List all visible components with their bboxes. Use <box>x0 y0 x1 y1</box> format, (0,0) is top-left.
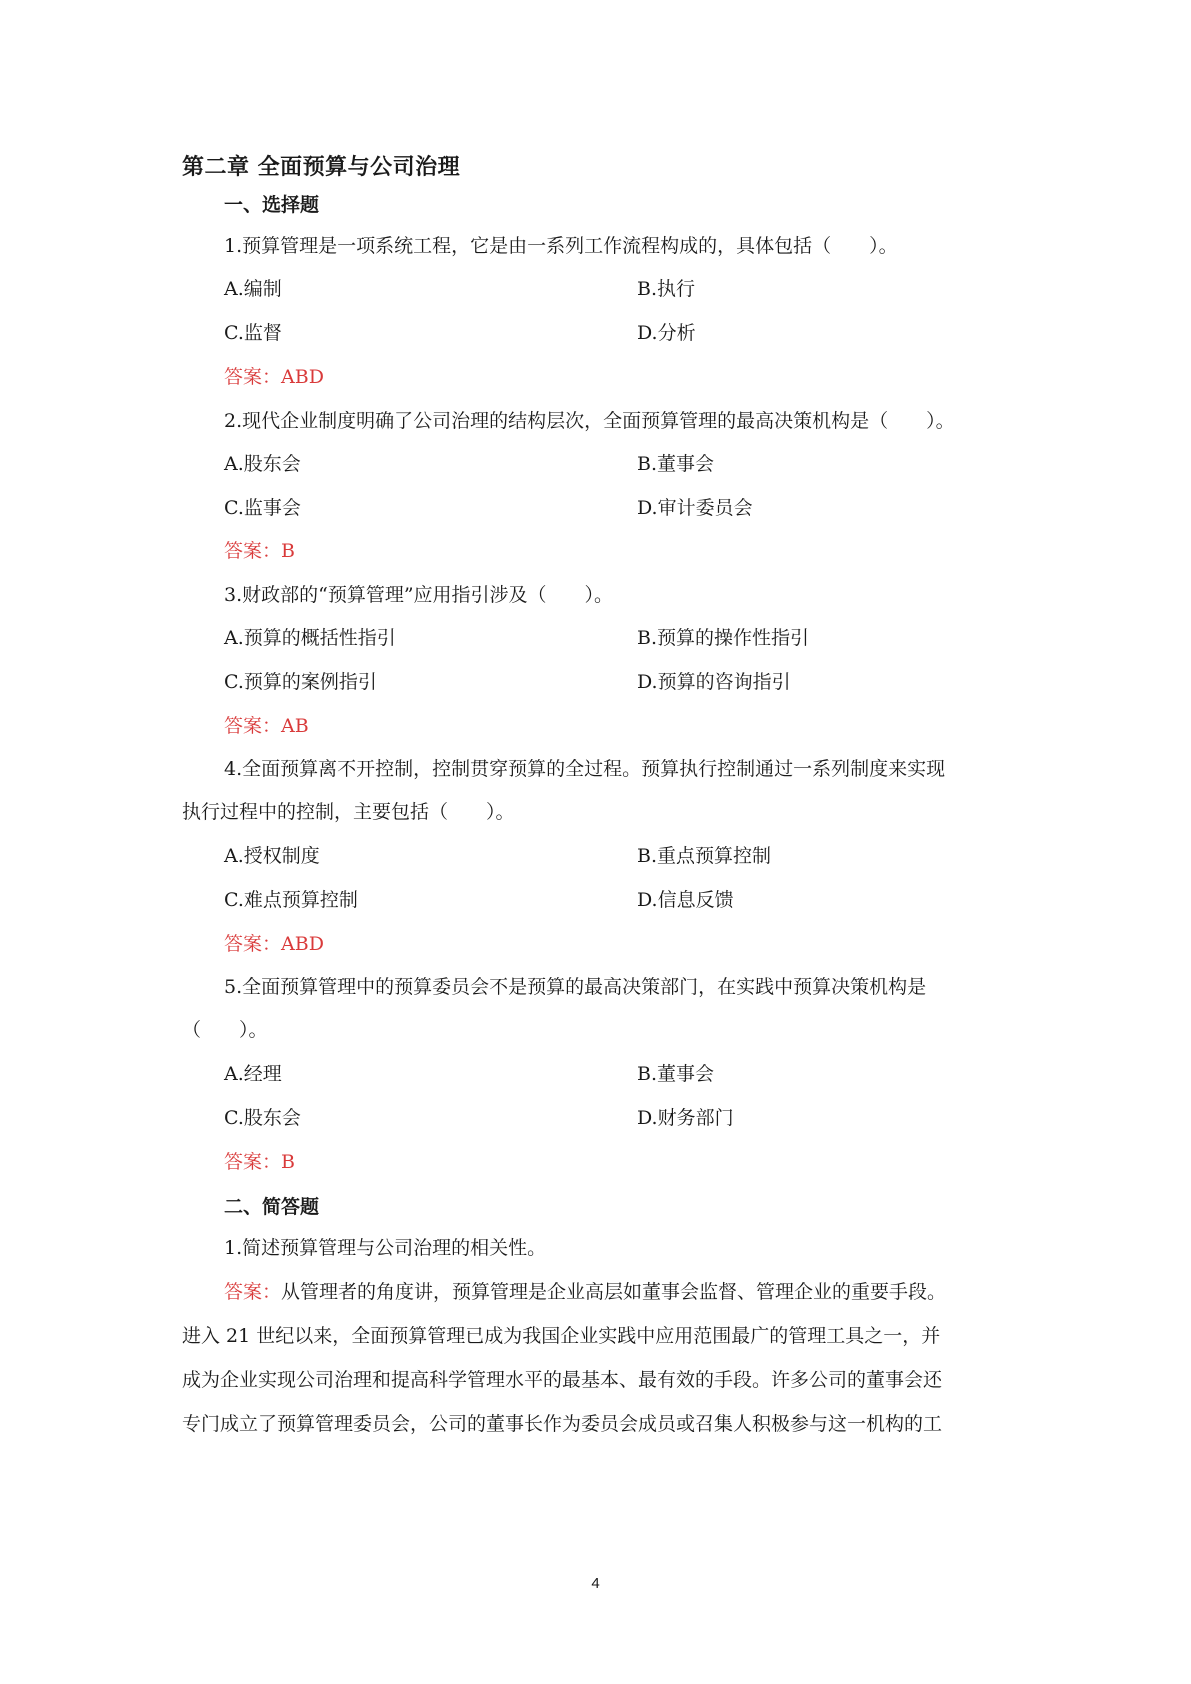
question-1-option-d: D.分析 <box>637 322 696 344</box>
question-3-stem: 3.财政部的“预算管理”应用指引涉及（ ）。 <box>224 584 614 606</box>
question-5-option-d: D.财务部门 <box>637 1107 734 1129</box>
question-4-stem-line-2: 执行过程中的控制，主要包括（ ）。 <box>182 801 515 823</box>
question-2-option-d: D.审计委员会 <box>637 497 753 519</box>
section-title-short-answer: 二、简答题 <box>224 1196 320 1218</box>
question-5-answer <box>224 1149 295 1175</box>
question-5-option-a: A.经理 <box>224 1063 282 1085</box>
question-3-option-d: D.预算的咨询指引 <box>637 671 791 693</box>
section-title-multiple-choice: 一、选择题 <box>224 194 320 216</box>
question-4-option-d: D.信息反馈 <box>637 889 734 911</box>
question-4-option-c: C.难点预算控制 <box>224 889 358 911</box>
answer-value: ABD <box>281 366 324 388</box>
question-4-option-b: B.重点预算控制 <box>637 845 772 867</box>
question-3-answer <box>224 713 309 739</box>
short-answer-1-question: 1.简述预算管理与公司治理的相关性。 <box>224 1237 547 1259</box>
answer-value: ABD <box>281 933 324 955</box>
question-2-answer <box>224 538 295 564</box>
short-answer-1-line-3: 成为企业实现公司治理和提高科学管理水平的最基本、最有效的手段。许多公司的董事会还 <box>182 1369 943 1391</box>
question-4-stem-line-1: 4.全面预算离不开控制，控制贯穿预算的全过程。预算执行控制通过一系列制度来实现 <box>224 758 946 780</box>
chapter-title: 第二章 全面预算与公司治理 <box>182 155 461 180</box>
question-1-stem: 1.预算管理是一项系统工程，它是由一系列工作流程构成的，具体包括（ ）。 <box>224 235 898 257</box>
question-5-stem-line-1: 5.全面预算管理中的预算委员会不是预算的最高决策部门，在实践中预算决策机构是 <box>224 976 927 998</box>
question-3-option-a: A.预算的概括性指引 <box>224 627 396 649</box>
question-4-option-a: A.授权制度 <box>224 845 320 867</box>
question-5-option-b: B.董事会 <box>637 1063 715 1085</box>
question-5-stem-line-2: （ ）。 <box>182 1019 268 1041</box>
question-1-option-b: B.执行 <box>637 278 696 300</box>
question-2-option-b: B.董事会 <box>637 453 715 475</box>
question-3-option-c: C.预算的案例指引 <box>224 671 377 693</box>
answer-label: 答案： <box>224 715 282 737</box>
answer-label: 答案： <box>224 540 282 562</box>
answer-label: 答案： <box>224 1281 282 1303</box>
question-2-option-a: A.股东会 <box>224 453 301 475</box>
answer-label: 答案： <box>224 366 282 388</box>
question-4-answer <box>224 931 324 957</box>
answer-value: B <box>281 1151 295 1173</box>
question-1-option-a: A.编制 <box>224 278 282 300</box>
question-1-answer <box>224 364 324 390</box>
answer-label: 答案： <box>224 1151 282 1173</box>
short-answer-1-line-2: 进入 21 世纪以来，全面预算管理已成为我国企业实践中应用范围最广的管理工具之一，并 <box>182 1325 941 1347</box>
question-5-option-c: C.股东会 <box>224 1107 301 1129</box>
answer-text: 从管理者的角度讲，预算管理是企业高层如董事会监督、管理企业的重要手段。 <box>281 1281 947 1303</box>
answer-value: AB <box>281 715 309 737</box>
short-answer-1-line-4: 专门成立了预算管理委员会，公司的董事长作为委员会成员或召集人积极参与这一机构的工 <box>182 1413 943 1435</box>
question-2-option-c: C.监事会 <box>224 497 301 519</box>
answer-value: B <box>281 540 295 562</box>
answer-label: 答案： <box>224 933 282 955</box>
question-3-option-b: B.预算的操作性指引 <box>637 627 810 649</box>
short-answer-1-line-1 <box>224 1279 946 1305</box>
page-number: 4 <box>591 1575 600 1592</box>
question-1-option-c: C.监督 <box>224 322 282 344</box>
question-2-stem: 2.现代企业制度明确了公司治理的结构层次，全面预算管理的最高决策机构是（ ）。 <box>224 410 955 432</box>
